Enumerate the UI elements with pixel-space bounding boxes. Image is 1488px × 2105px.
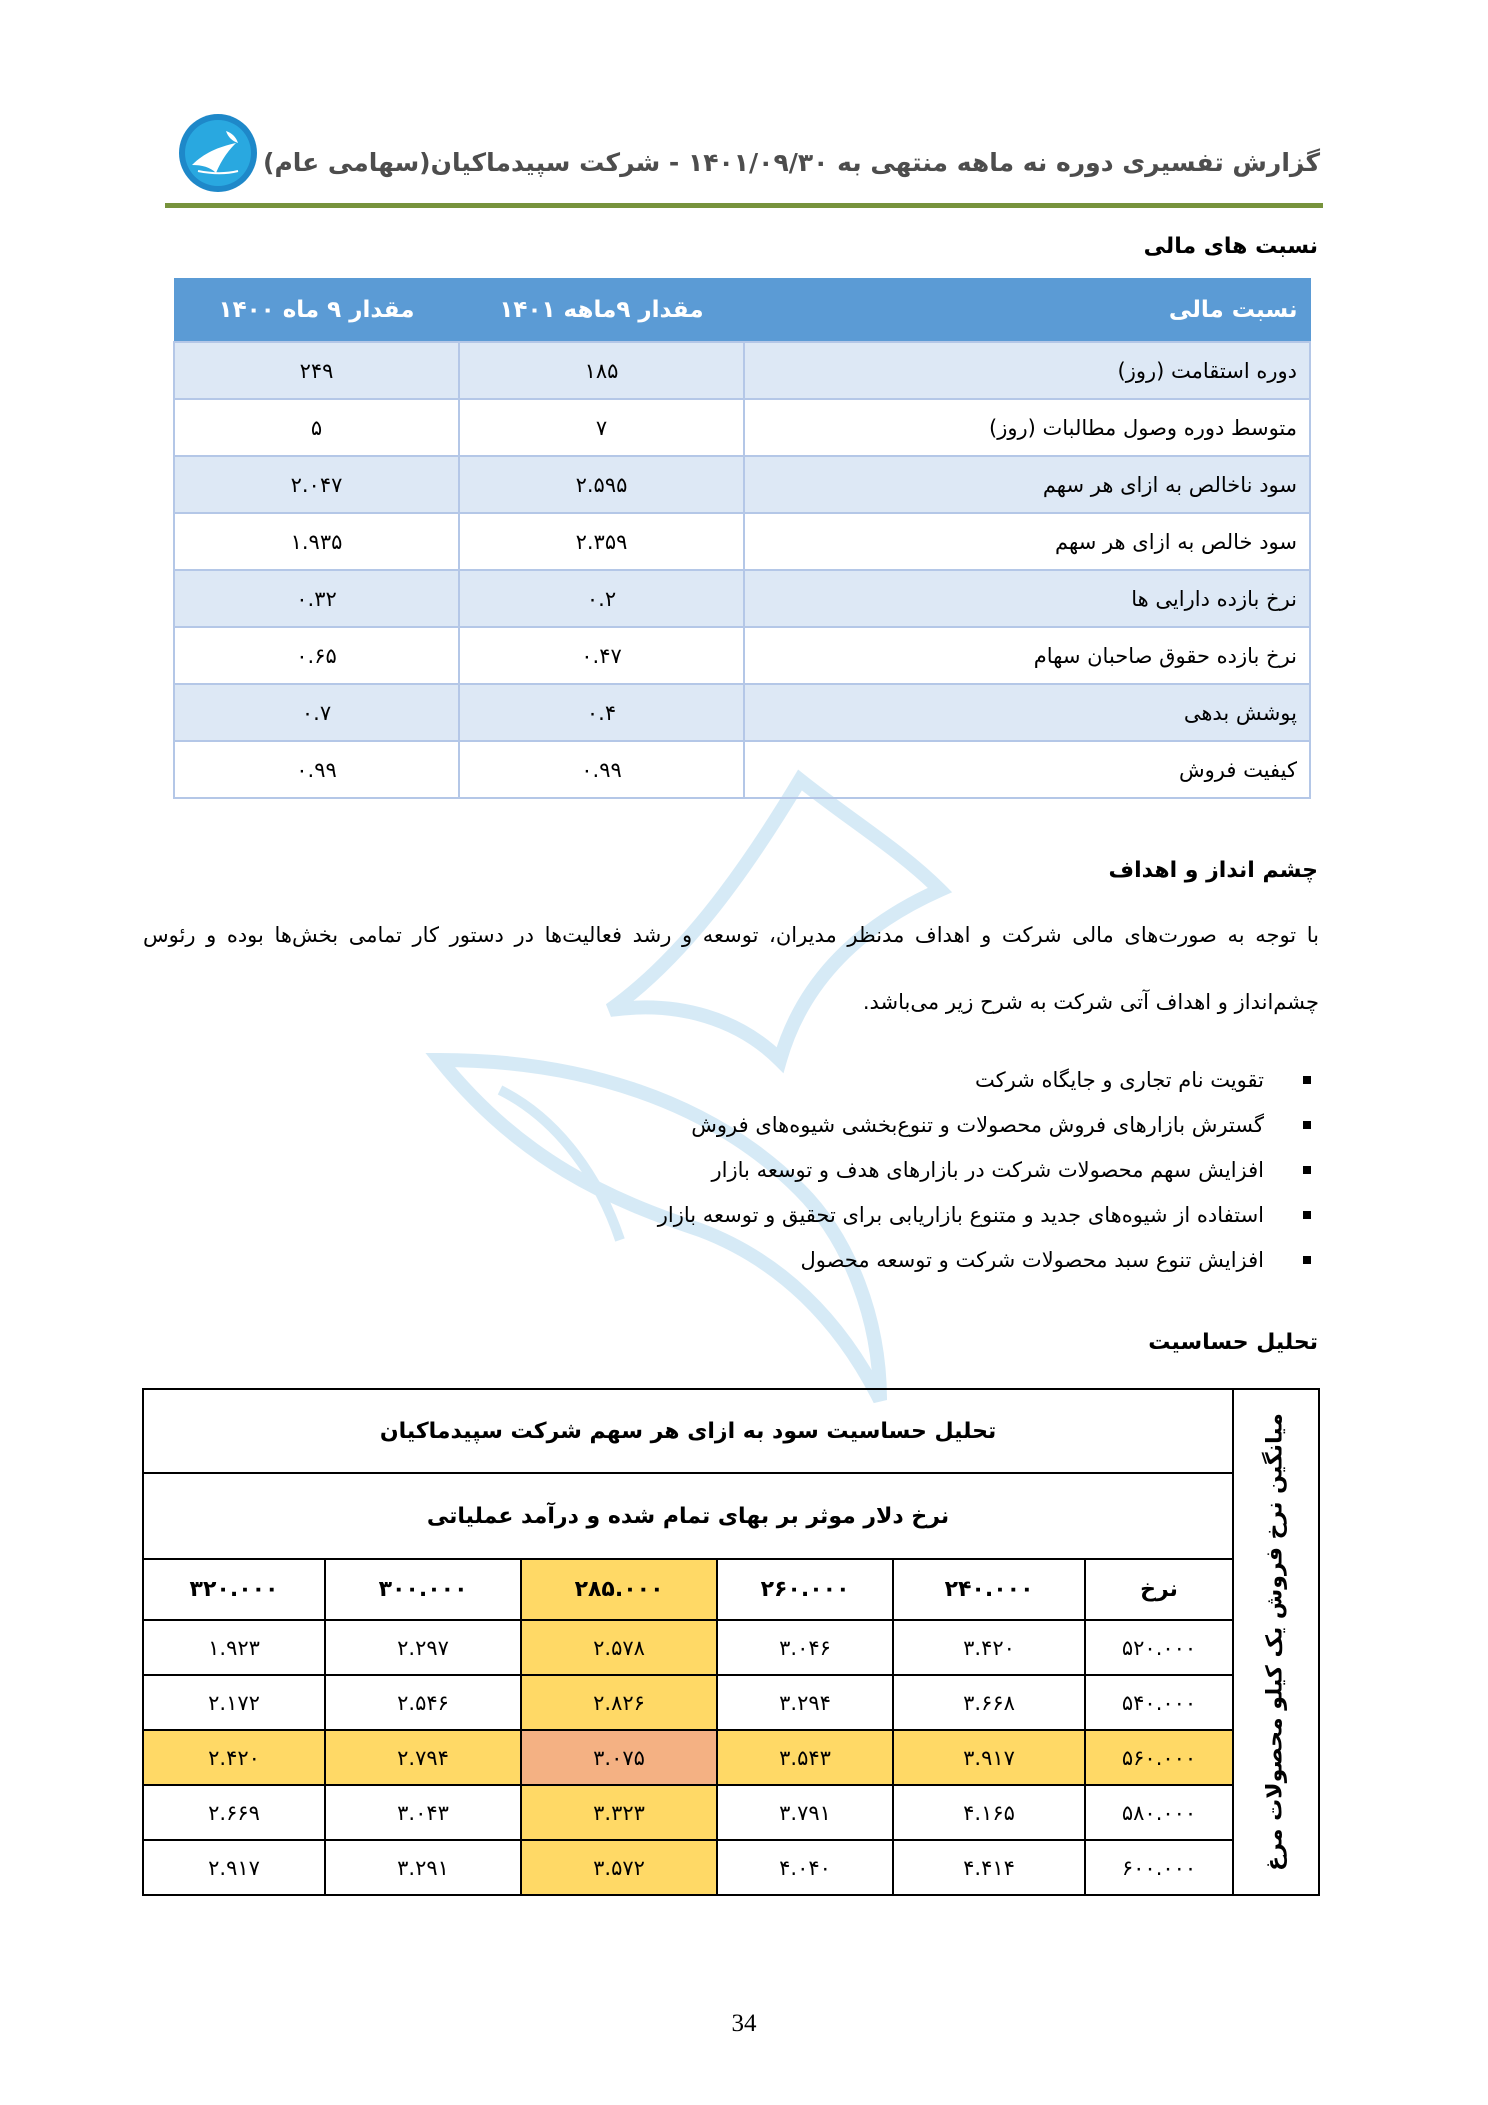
ratio-column-header: مقدار ۹ماهه ۱۴۰۱ [459,279,744,343]
sale-rate-cell: ۶۰۰.۰۰۰ [1085,1840,1233,1895]
ratio-value-1400: ۲.۰۴۷ [174,456,459,513]
list-item [420,1058,1320,1103]
eps-cell: ۲.۹۱۷ [143,1840,325,1895]
square-bullet-icon [1303,1121,1311,1129]
eps-cell: ۲.۸۲۶ [521,1675,717,1730]
eps-cell: ۳.۵۷۲ [521,1840,717,1895]
ratio-value-1401: ۷ [459,399,744,456]
eps-cell: ۳.۶۶۸ [893,1675,1085,1730]
eps-cell: ۳.۹۱۷ [893,1730,1085,1785]
table-row [143,1559,1319,1620]
goals-list [420,1058,1320,1283]
eps-cell: ۲.۲۹۷ [325,1620,521,1675]
list-item [420,1238,1320,1283]
table-row [174,513,1310,570]
square-bullet-icon [1303,1211,1311,1219]
bird-logo-icon [178,113,258,193]
goal-text: افزایش تنوع سبد محصولات شرکت و توسعه محصول [800,1248,1264,1272]
table-row [174,627,1310,684]
eps-cell: ۲.۷۹۴ [325,1730,521,1785]
sale-rate-cell: ۵۲۰.۰۰۰ [1085,1620,1233,1675]
goal-text: تقویت نام تجاری و جایگاه شرکت [975,1068,1264,1092]
table-row [143,1840,1319,1895]
ratio-value-1400: ۰.۷ [174,684,459,741]
ratio-name: نرخ بازده حقوق صاحبان سهام [744,627,1310,684]
sale-rate-cell: ۵۶۰.۰۰۰ [1085,1730,1233,1785]
table-row [174,399,1310,456]
dollar-rate-header: ۳۲۰.۰۰۰ [143,1559,325,1620]
table-row [143,1730,1319,1785]
eps-cell: ۳.۴۲۰ [893,1620,1085,1675]
eps-cell: ۳.۳۲۳ [521,1785,717,1840]
goal-text: استفاده از شیوه‌های جدید و متنوع بازاریابی برای تحقیق و توسعه بازار [657,1203,1264,1227]
report-title: گزارش تفسیری دوره نه ماهه منتهی به ۱۴۰۱/۰۹/۳۰ - شرکت سپیدماکیان(سهامی عام) [263,148,1320,177]
ratio-value-1401: ۱۸۵ [459,342,744,399]
ratio-name: نرخ بازده دارایی ها [744,570,1310,627]
table-row [174,456,1310,513]
sale-rate-cell: ۵۴۰.۰۰۰ [1085,1675,1233,1730]
eps-cell: ۴.۰۴۰ [717,1840,893,1895]
ratios-table [173,278,1311,799]
ratio-name: سود خالص به ازای هر سهم [744,513,1310,570]
ratio-value-1400: ۵ [174,399,459,456]
ratio-value-1400: ۰.۶۵ [174,627,459,684]
eps-cell: ۴.۴۱۴ [893,1840,1085,1895]
list-item [420,1103,1320,1148]
eps-center-cell: ۳.۰۷۵ [521,1730,717,1785]
ratio-name: دوره استقامت (روز) [744,342,1310,399]
ratio-column-header: نسبت مالی [744,279,1310,343]
ratio-value-1401: ۰.۹۹ [459,741,744,798]
sensitivity-title: تحلیل حساسیت سود به ازای هر سهم شرکت سپیدماکیان [143,1389,1233,1473]
square-bullet-icon [1303,1076,1311,1084]
table-row [143,1675,1319,1730]
table-row [174,741,1310,798]
sensitivity-heading: تحلیل حساسیت [1148,1330,1318,1355]
square-bullet-icon [1303,1256,1311,1264]
ratio-value-1401: ۰.۴ [459,684,744,741]
list-item [420,1193,1320,1238]
eps-cell: ۲.۶۶۹ [143,1785,325,1840]
table-row [174,570,1310,627]
ratio-value-1401: ۲.۵۹۵ [459,456,744,513]
ratio-name: سود ناخالص به ازای هر سهم [744,456,1310,513]
eps-cell: ۳.۲۹۱ [325,1840,521,1895]
ratios-heading: نسبت های مالی [1143,234,1318,259]
eps-cell: ۲.۱۷۲ [143,1675,325,1730]
sensitivity-side-cell [1233,1389,1319,1895]
eps-cell: ۲.۴۲۰ [143,1730,325,1785]
vision-heading: چشم انداز و اهداف [1108,858,1318,883]
ratio-value-1401: ۰.۴۷ [459,627,744,684]
dollar-rate-header: ۲۴۰.۰۰۰ [893,1559,1085,1620]
sensitivity-table [142,1388,1320,1896]
ratio-name: پوشش بدهی [744,684,1310,741]
table-row [174,684,1310,741]
page-number: 34 [731,2010,757,2037]
ratio-value-1401: ۰.۲ [459,570,744,627]
eps-cell: ۲.۵۴۶ [325,1675,521,1730]
rate-column-header: نرخ [1085,1559,1233,1620]
eps-cell: ۱.۹۲۳ [143,1620,325,1675]
table-row [143,1785,1319,1840]
header-divider [165,203,1323,208]
eps-cell: ۳.۵۴۳ [717,1730,893,1785]
vision-paragraph: با توجه به صورت‌های مالی شرکت و اهداف مدنظر مدیران، توسعه و رشد فعالیت‌ها در دستور کار تمامی بخش‌ها بوده و رئوس چشم‌انداز و اهداف آتی شرکت به شرح زیر می‌باشد. [143,923,1319,1014]
eps-cell: ۳.۷۹۱ [717,1785,893,1840]
eps-cell: ۳.۰۴۶ [717,1620,893,1675]
sensitivity-side-label: میانگین نرخ فروش یک کیلو محصولات مرغ [1262,1413,1288,1871]
sale-rate-cell: ۵۸۰.۰۰۰ [1085,1785,1233,1840]
eps-cell: ۳.۰۴۳ [325,1785,521,1840]
sensitivity-subtitle: نرخ دلار موثر بر بهای تمام شده و درآمد عملیاتی [143,1473,1233,1559]
dollar-rate-header: ۲۶۰.۰۰۰ [717,1559,893,1620]
list-item [420,1148,1320,1193]
table-row [143,1620,1319,1675]
ratio-column-header: مقدار ۹ ماه ۱۴۰۰ [174,279,459,343]
ratio-value-1400: ۰.۳۲ [174,570,459,627]
goal-text: گسترش بازارهای فروش محصولات و تنوع‌بخشی شیوه‌های فروش [691,1113,1264,1137]
eps-cell: ۴.۱۶۵ [893,1785,1085,1840]
eps-cell: ۲.۵۷۸ [521,1620,717,1675]
dollar-rate-header: ۲۸۵.۰۰۰ [521,1559,717,1620]
square-bullet-icon [1303,1166,1311,1174]
ratio-name: کیفیت فروش [744,741,1310,798]
goal-text: افزایش سهم محصولات شرکت در بازارهای هدف و توسعه بازار [711,1158,1264,1182]
ratio-name: متوسط دوره وصول مطالبات (روز) [744,399,1310,456]
table-row [174,342,1310,399]
eps-cell: ۳.۲۹۴ [717,1675,893,1730]
ratio-value-1400: ۱.۹۳۵ [174,513,459,570]
dollar-rate-header: ۳۰۰.۰۰۰ [325,1559,521,1620]
ratio-value-1400: ۰.۹۹ [174,741,459,798]
ratio-value-1401: ۲.۳۵۹ [459,513,744,570]
ratio-value-1400: ۲۴۹ [174,342,459,399]
